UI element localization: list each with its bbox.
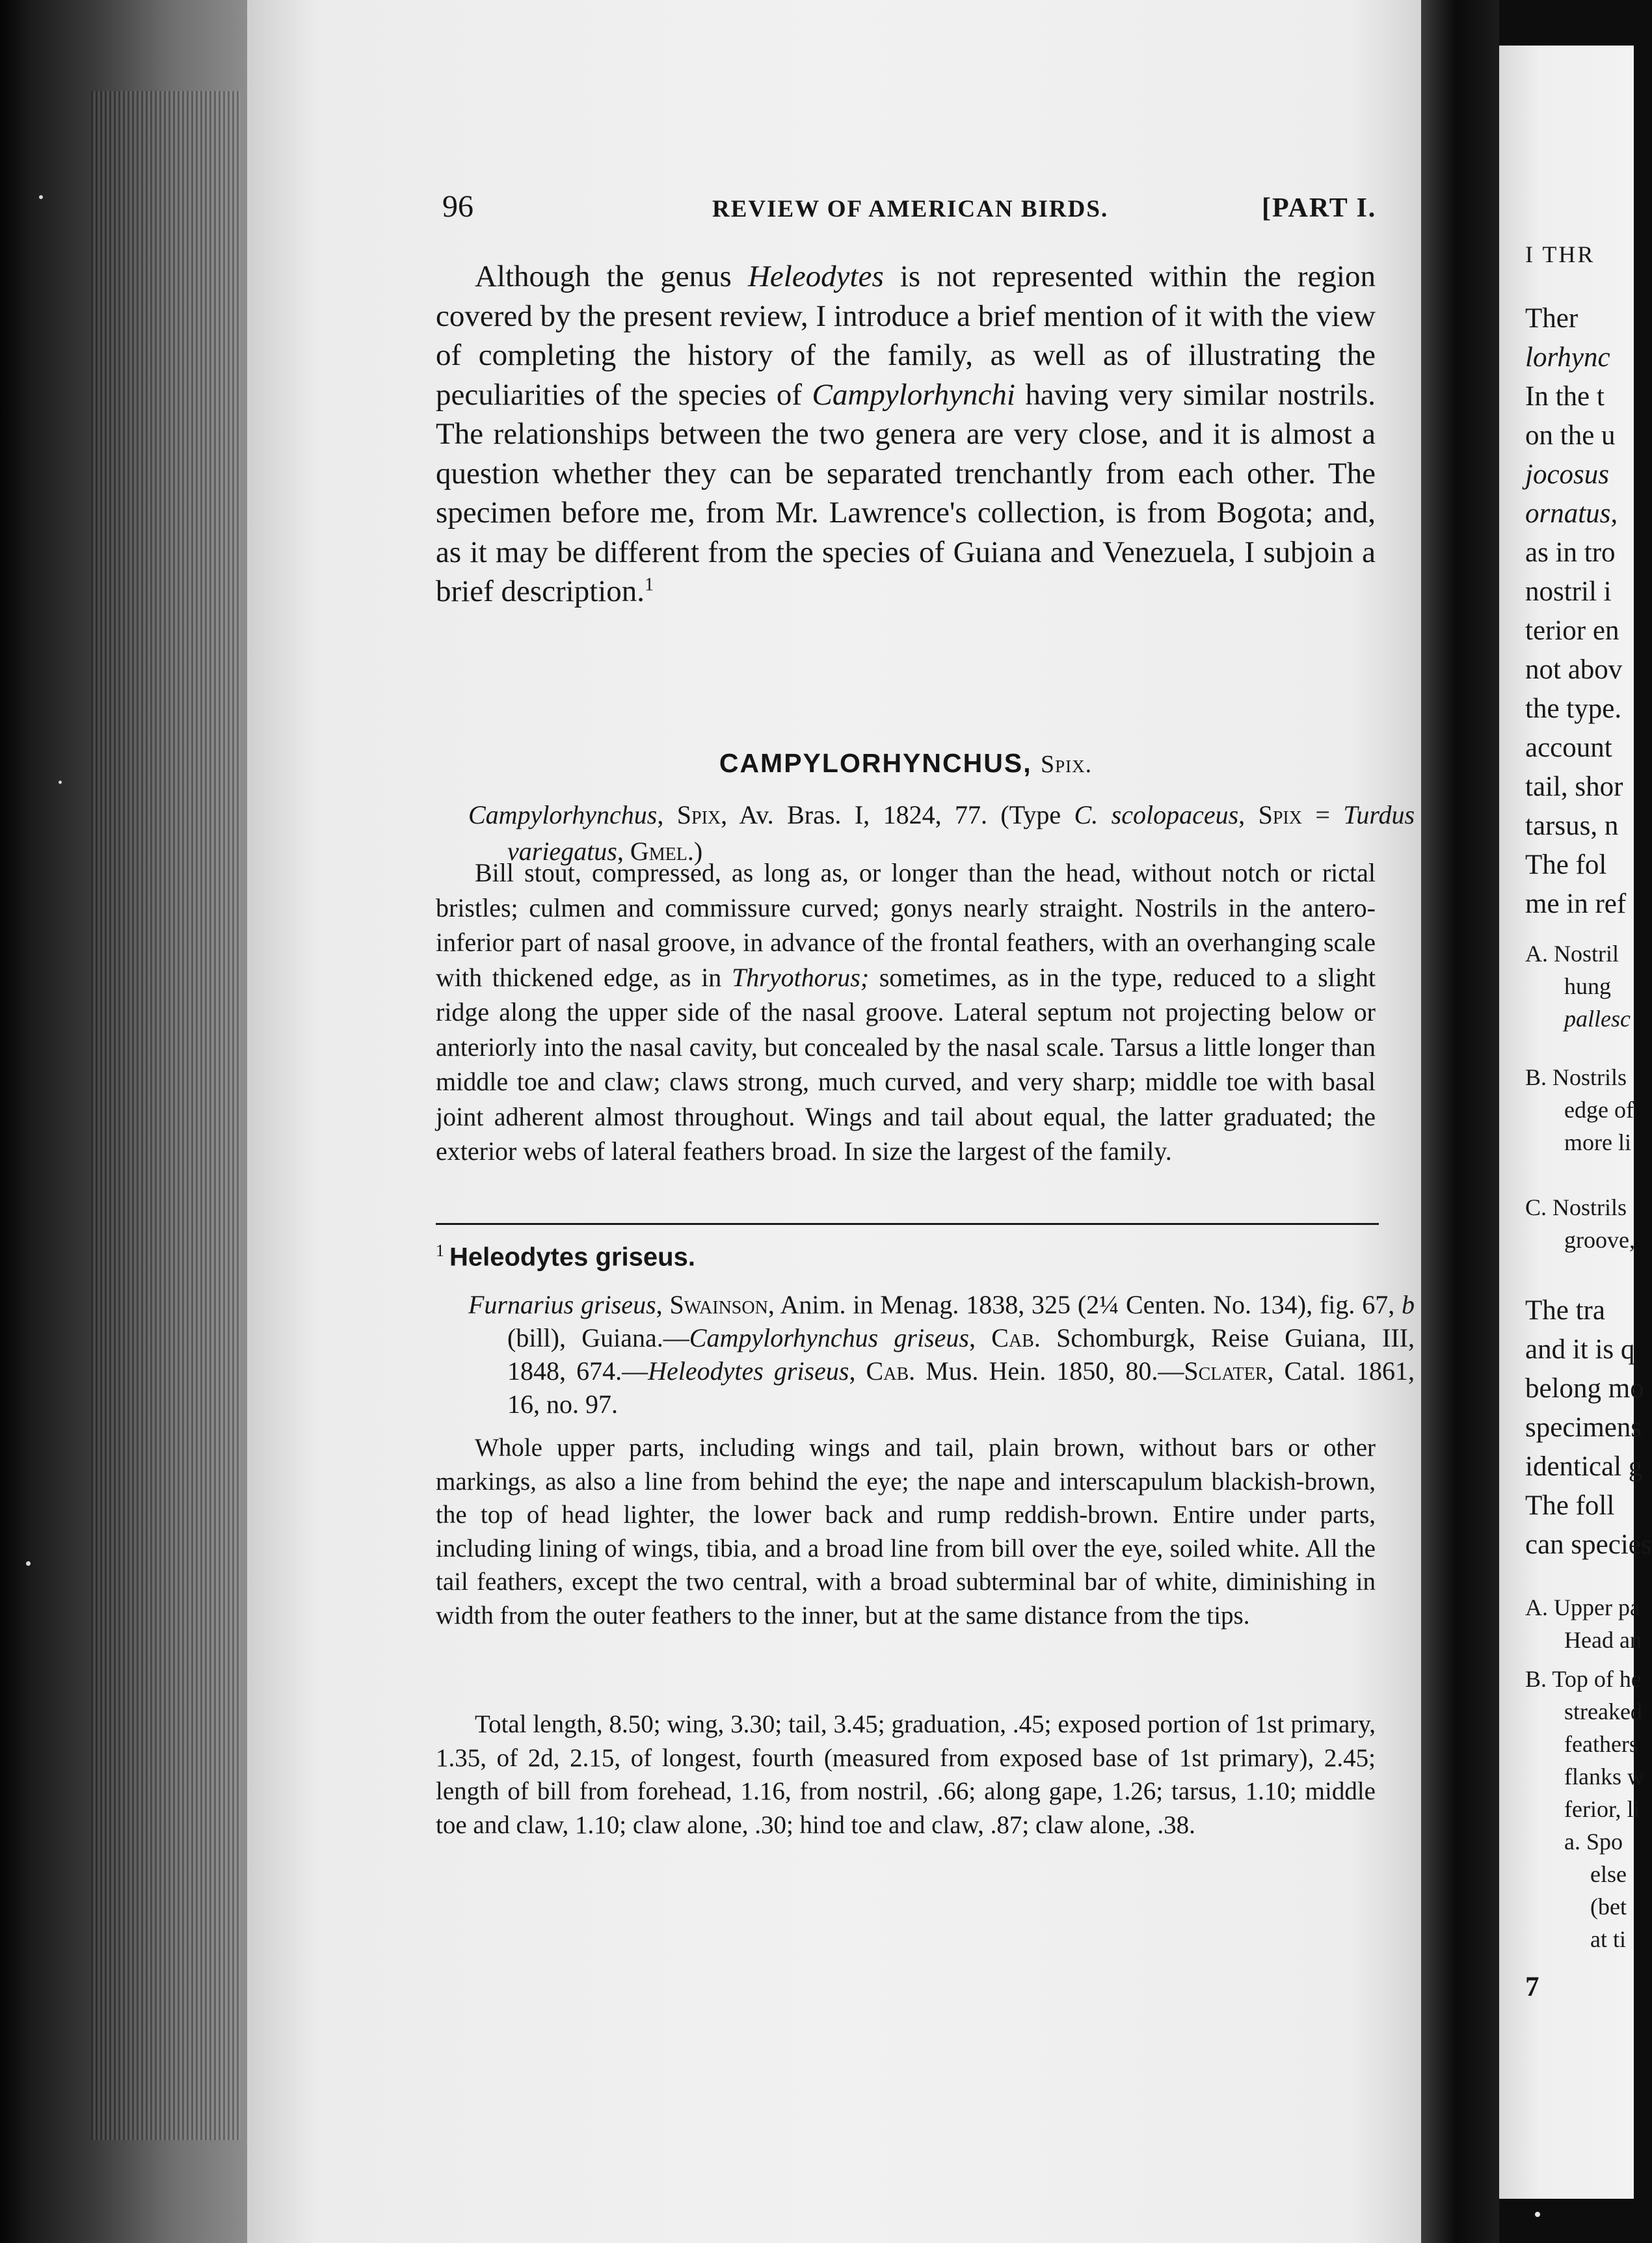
main-page <box>247 0 1421 2243</box>
next-page-line: else <box>1590 1861 1627 1887</box>
synonym-ref: (bill), Guiana.— <box>507 1323 689 1352</box>
next-page-line: flanks w <box>1564 1764 1644 1790</box>
next-page-line: tail, shor <box>1525 772 1623 802</box>
intro-text: Although the genus <box>475 260 748 293</box>
synonym-author: Cab. <box>991 1323 1041 1352</box>
next-page-line: lorhync <box>1525 342 1610 373</box>
description-text: sometimes, as in the type, reduced to a slight ridge along the upper side of the nasal groove. Lateral septum not projecting below or anteriorly into the nasal cavity, but concealed by the nasal scale. Tarsus a little longer than middle toe and claw; claws strong, much curved, and very sharp; middle toe with basal joint adherent almost throughout. Wings and tail about equal, the latter graduated; the exterior webs of lateral feathers broad. In size the largest of the family. <box>436 962 1376 1166</box>
next-page-line: as in tro <box>1525 537 1616 568</box>
next-page-line: not abov <box>1525 654 1623 685</box>
genus-authority: Spix. <box>1041 751 1093 778</box>
next-page-line: the type. <box>1525 693 1622 724</box>
citation-author: Gmel. <box>630 837 694 866</box>
synonym-name: Furnarius griseus <box>468 1290 656 1319</box>
next-page-line: edge of <box>1564 1097 1634 1123</box>
next-page-line: more li <box>1564 1129 1631 1155</box>
intro-paragraph <box>436 257 1376 611</box>
next-page-line: terior en <box>1525 615 1619 646</box>
next-page-line: B. Nostrils <box>1525 1064 1627 1090</box>
citation-author: Spix <box>676 800 721 829</box>
synonym-name: Heleodytes griseus <box>648 1356 849 1386</box>
page-edge-texture <box>91 91 241 2140</box>
footnote-reference: 1 <box>645 574 654 595</box>
page-number: 96 <box>442 189 473 224</box>
next-page-line: and it is q <box>1525 1334 1635 1365</box>
intro-genus: Heleodytes <box>747 260 884 293</box>
next-page-line: jocosus <box>1525 459 1609 490</box>
next-page-line: In the t <box>1525 381 1605 412</box>
genus-name: CAMPYLORHYNCHUS, <box>719 748 1032 778</box>
next-page-line: tarsus, n <box>1525 811 1619 841</box>
next-page-line: nostril i <box>1525 576 1612 607</box>
next-page-line: ferior, li <box>1564 1796 1640 1822</box>
footnote-marker: 1 <box>436 1241 444 1260</box>
description-text: Bill stout, compressed, as long as, or longer than the head, without notch or rictal bristles; culmen and commissure curved; gonys nearly straight. Nostrils in the antero-inferior part of nasal groove, in advance of the frontal feathers, with an overhanging scale with thickened edge, as in <box>436 858 1376 992</box>
next-page-line: specimens <box>1525 1412 1642 1443</box>
footnote-title <box>436 1241 695 1272</box>
synonym-fig: b <box>1402 1290 1415 1319</box>
citation-sep: , <box>617 837 630 866</box>
scan-speck <box>1535 2212 1540 2217</box>
next-page-line: (bet <box>1590 1894 1627 1920</box>
citation-genus: Campylorhynchus <box>468 800 658 829</box>
citation-eq: = <box>1301 800 1344 829</box>
next-page-line: C. Nostrils <box>1525 1194 1627 1220</box>
footnote-rule <box>436 1223 1379 1225</box>
next-page-line: on the u <box>1525 420 1616 451</box>
next-page-line: A. Nostril <box>1525 941 1619 967</box>
next-page-line: hung <box>1564 973 1611 999</box>
intro-text: having very similar nostrils. The relationships between the two genera are very close, and it is almost a question whether they can be separated trenchantly from each other. The specimen before me, from Mr. Lawrence's collection, is from Bogota; and, as it may be different from the species of Guiana and Venezuela, I subjoin a brief description. <box>436 377 1376 608</box>
next-page-line: feathers <box>1564 1731 1638 1757</box>
next-page-line: streaked <box>1564 1699 1642 1725</box>
next-page-line: groove, <box>1564 1227 1635 1253</box>
next-page-line: ornatus, <box>1525 498 1618 529</box>
running-head: REVIEW OF AMERICAN BIRDS. <box>712 196 1109 222</box>
next-page-line: 7 <box>1525 1972 1539 2002</box>
footnote-measurements: Total length, 8.50; wing, 3.30; tail, 3.45; graduation, .45; exposed portion of 1st primary, 1.35, of 2d, 2.15, of longest, fourth (measured from exposed base of 1st primary), 2.45; length of bill from forehead, 1.16, from nostril, .66; along gape, 1.26; tarsus, 1.10; middle toe and claw, 1.10; claw alone, .30; hind toe and claw, .87; claw alone, .38. <box>436 1710 1376 1839</box>
footnote-description: Whole upper parts, including wings and tail, plain brown, without bars or other markings, as also a line from behind the eye; the nape and interscapulum blackish-brown, the top of head lighter, the lower back and rump reddish-brown. Entire under parts, including lining of wings, tibia, and a broad line from bill over the eye, soiled white. All the tail feathers, except the two central, with a broad subterminal bar of white, diminishing in width from the outer feathers to the inner, but at the same distance from the tips. <box>436 1434 1376 1630</box>
next-page-line: account <box>1525 732 1612 763</box>
synonym-author: Swainson <box>669 1290 768 1319</box>
next-page-line: The tra <box>1525 1295 1605 1326</box>
part-label: [PART I. <box>1262 193 1377 223</box>
citation-close: ) <box>693 837 703 866</box>
next-page-line: a. Spo <box>1564 1829 1623 1855</box>
book-gutter <box>1421 0 1499 2243</box>
scan-speck <box>39 195 43 199</box>
synonym-ref: Schomburgk, Reise Guiana, III, 1848, 674.— <box>507 1323 1415 1386</box>
synonym-ref: , Catal. 1861, 16, no. 97. <box>507 1356 1415 1419</box>
next-page-line: The fol <box>1525 850 1607 880</box>
synonym-ref: , Anim. in Menag. 1838, 325 (2¼ Centen. No. 134), fig. 67, <box>767 1290 1402 1319</box>
citation-ref: , Av. Bras. I, 1824, 77. (Type <box>721 800 1074 829</box>
citation-author: Spix <box>1258 800 1302 829</box>
citation-sep: , <box>1238 800 1259 829</box>
synonym-name: Campylorhynchus griseus <box>689 1323 969 1352</box>
scan-speck <box>59 781 62 784</box>
next-page-line: pallesc <box>1564 1006 1631 1032</box>
genus-citation: Campylorhynchus, Spix, Av. Bras. I, 1824, 77. (Type C. scolopaceus, Spix = Turdus variegatus, Gmel.) <box>468 800 1415 866</box>
synonym-author: Cab. <box>866 1356 916 1386</box>
footnote-species: Heleodytes griseus. <box>449 1242 695 1272</box>
intro-text: is not represented within the region covered by the present review, I introduce a brief mention of it with the view of completing the history of the family, as well as of illustrating the peculiarities of the species of <box>436 260 1376 412</box>
scan-speck <box>26 1561 31 1566</box>
next-page-line: Ther <box>1525 303 1579 334</box>
next-page-line: can species <box>1525 1529 1652 1560</box>
next-page-line: belong mo <box>1525 1373 1644 1404</box>
next-page-line: The foll <box>1525 1490 1615 1521</box>
next-page-line: Head an <box>1564 1627 1642 1653</box>
footnote-synonymy: Furnarius griseus, Swainson, Anim. in Menag. 1838, 325 (2¼ Centen. No. 134), fig. 67, b (bill), Guiana.—Campylorhynchus griseus, Cab. Schomburgk, Reise Guiana, III, 1848, 674.—Heleodytes griseus, Cab. Mus. Hein. 1850, 80.—Sclater, Catal. 1861, 16, no. 97. <box>468 1290 1415 1419</box>
next-page-line: me in ref <box>1525 889 1627 919</box>
next-page-fragment <box>1499 46 1652 2199</box>
genus-description <box>436 855 1376 1169</box>
next-page-line: at ti <box>1590 1926 1626 1952</box>
synonym-author: Sclater <box>1184 1356 1268 1386</box>
genus-heading <box>436 748 1376 779</box>
next-page-line: identical g <box>1525 1451 1643 1482</box>
synonym-ref: Mus. Hein. 1850, 80.— <box>915 1356 1184 1386</box>
next-page-line: I THR <box>1525 241 1595 267</box>
citation-type: C. scolopaceus <box>1074 800 1239 829</box>
citation-synonym: Turdus variegatus <box>507 800 1415 866</box>
intro-group: Campylorhynchi <box>812 377 1015 412</box>
next-page-line: A. Upper pa <box>1525 1594 1640 1620</box>
next-page-line: B. Top of he <box>1525 1666 1642 1692</box>
description-genus: Thryothorus; <box>732 962 870 992</box>
